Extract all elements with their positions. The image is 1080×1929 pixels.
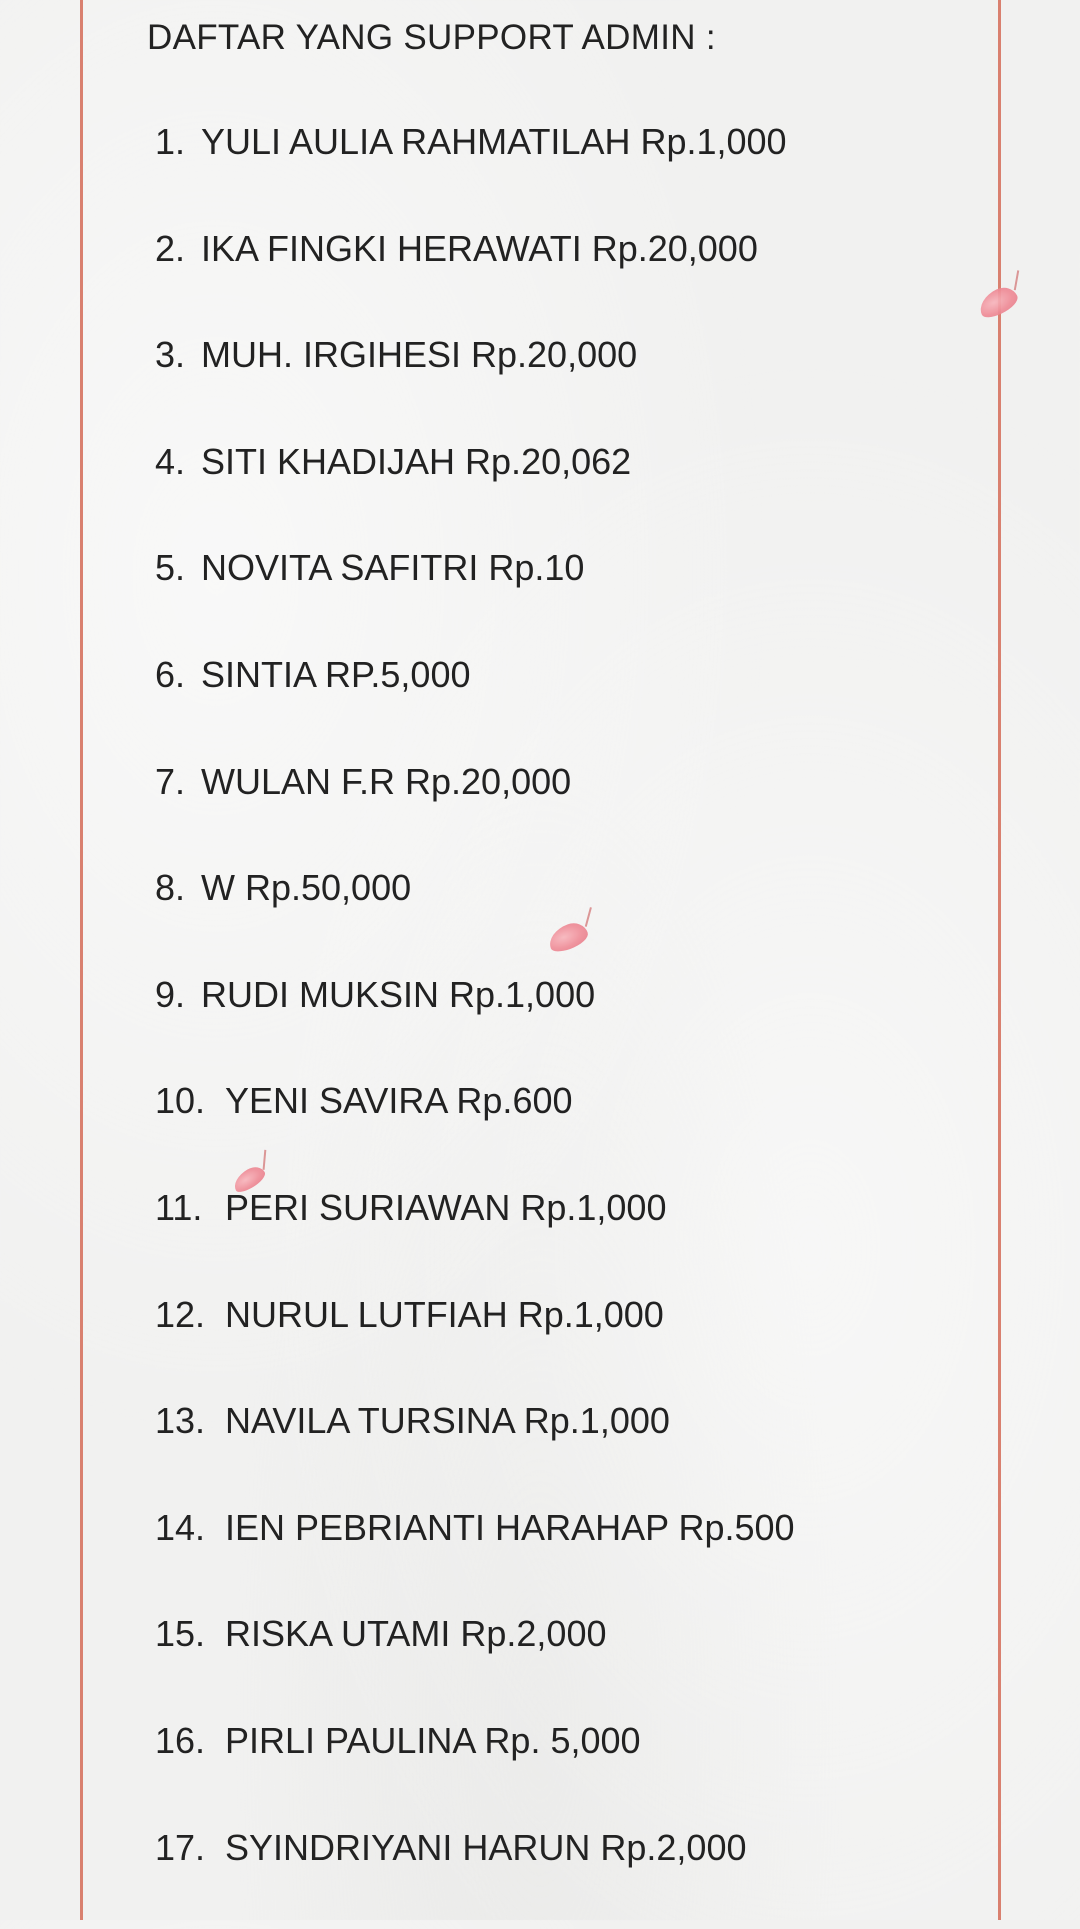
item-text: SITI KHADIJAH Rp.20,062 <box>201 441 631 482</box>
left-border-line <box>80 0 83 1920</box>
item-number: 3. <box>155 330 201 380</box>
item-number: 15. <box>155 1609 225 1659</box>
item-number: 1. <box>155 117 201 167</box>
item-number: 2. <box>155 224 201 274</box>
list-item <box>155 330 795 437</box>
list-item <box>155 863 795 970</box>
list-title: DAFTAR YANG SUPPORT ADMIN : <box>147 18 716 58</box>
item-number: 12. <box>155 1290 225 1340</box>
list-item <box>155 437 795 544</box>
item-text: MUH. IRGIHESI Rp.20,000 <box>201 334 637 375</box>
item-text: PIRLI PAULINA Rp. 5,000 <box>225 1720 641 1761</box>
list-item <box>155 543 795 650</box>
item-number: 11. <box>155 1183 225 1233</box>
list-item <box>155 1183 795 1290</box>
item-text: IKA FINGKI HERAWATI Rp.20,000 <box>201 228 758 269</box>
item-text: NURUL LUTFIAH Rp.1,000 <box>225 1294 664 1335</box>
list-item <box>155 224 795 331</box>
item-text: WULAN F.R Rp.20,000 <box>201 761 571 802</box>
supporter-list <box>155 117 795 1929</box>
list-item <box>155 757 795 864</box>
item-number: 9. <box>155 970 201 1020</box>
item-number: 14. <box>155 1503 225 1553</box>
item-number: 17. <box>155 1823 225 1873</box>
item-text: PERI SURIAWAN Rp.1,000 <box>225 1187 666 1228</box>
item-number: 4. <box>155 437 201 487</box>
list-item <box>155 117 795 224</box>
item-number: 5. <box>155 543 201 593</box>
item-text: SINTIA RP.5,000 <box>201 654 471 695</box>
item-number: 10. <box>155 1076 225 1126</box>
list-item <box>155 1823 795 1929</box>
item-text: W Rp.50,000 <box>201 867 411 908</box>
item-number: 6. <box>155 650 201 700</box>
list-item <box>155 970 795 1077</box>
item-text: SYINDRIYANI HARUN Rp.2,000 <box>225 1827 747 1868</box>
list-item <box>155 1609 795 1716</box>
item-number: 8. <box>155 863 201 913</box>
item-text: YULI AULIA RAHMATILAH Rp.1,000 <box>201 121 787 162</box>
list-item <box>155 1716 795 1823</box>
item-text: RISKA UTAMI Rp.2,000 <box>225 1613 606 1654</box>
item-text: RUDI MUKSIN Rp.1,000 <box>201 974 595 1015</box>
list-item <box>155 1503 795 1610</box>
list-item <box>155 1290 795 1397</box>
item-text: NOVITA SAFITRI Rp.10 <box>201 547 584 588</box>
list-item <box>155 650 795 757</box>
item-text: IEN PEBRIANTI HARAHAP Rp.500 <box>225 1507 795 1548</box>
item-number: 13. <box>155 1396 225 1446</box>
item-text: NAVILA TURSINA Rp.1,000 <box>225 1400 670 1441</box>
item-number: 16. <box>155 1716 225 1766</box>
item-number: 7. <box>155 757 201 807</box>
item-text: YENI SAVIRA Rp.600 <box>225 1080 573 1121</box>
list-item <box>155 1396 795 1503</box>
